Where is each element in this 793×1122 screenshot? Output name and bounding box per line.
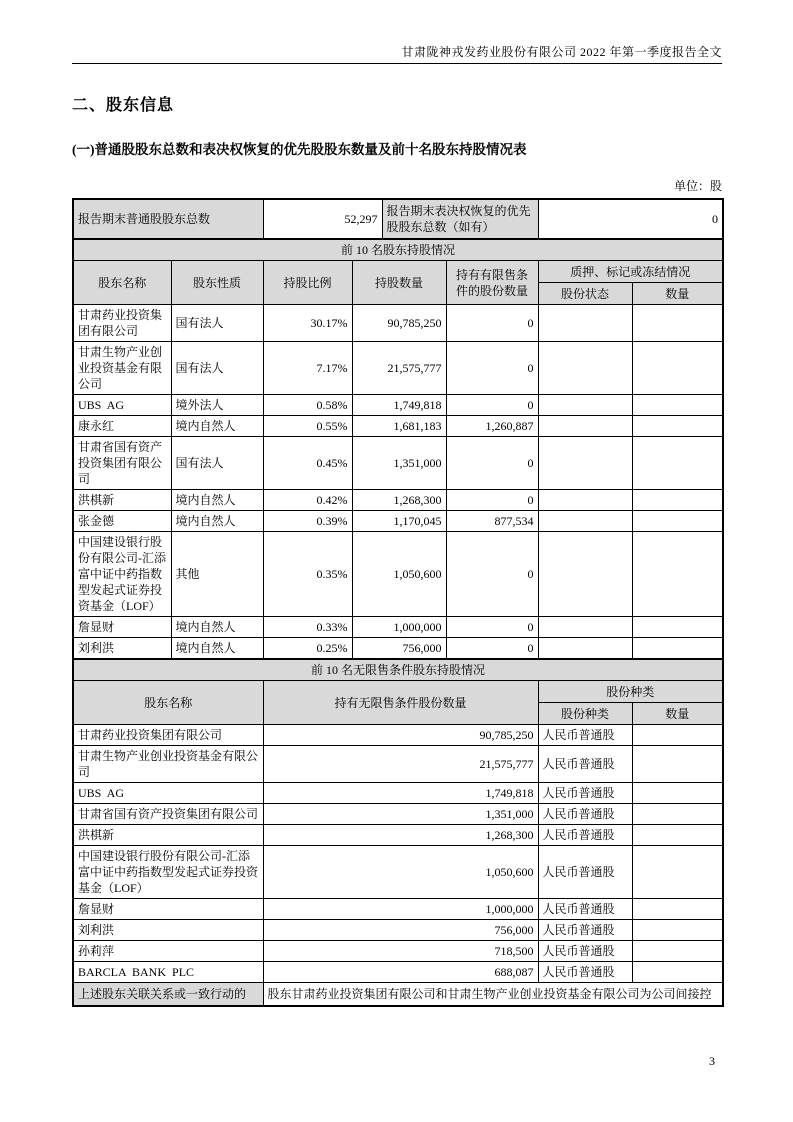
share-type-cell: 人民币普通股 <box>538 825 632 846</box>
unrestricted-shares-cell: 718,500 <box>263 941 538 962</box>
shares-held-cell: 21,575,777 <box>352 342 446 395</box>
unrestricted-shareholder-row <box>73 804 723 825</box>
shares-held-cell: 756,000 <box>352 638 446 660</box>
shares-held-cell: 90,785,250 <box>352 305 446 342</box>
shareholder-nature-cell: 境内自然人 <box>171 490 263 511</box>
note-label: 上述股东关联关系或一致行动的 <box>73 983 263 1006</box>
unrestricted-shareholder-row <box>73 941 723 962</box>
pledge-qty-cell <box>632 437 723 490</box>
header-share-qty: 数量 <box>632 703 723 725</box>
subsection-title: (一)普通股股东总数和表决权恢复的优先股股东数量及前十名股东持股情况表 <box>72 142 527 157</box>
shares-held-cell: 1,681,183 <box>352 416 446 437</box>
shareholder-row <box>73 490 723 511</box>
share-qty-cell <box>632 941 723 962</box>
unrestricted-name-cell: 中国建设银行股份有限公司-汇添富中证中药指数型发起式证券投资基金（LOF） <box>73 846 263 899</box>
unrestricted-shares-cell: 1,000,000 <box>263 899 538 920</box>
shareholder-name-cell: 詹显财 <box>73 617 171 638</box>
note-value: 股东甘肃药业投资集团有限公司和甘肃生物产业创业投资基金有限公司为公司间接控 <box>263 983 723 1006</box>
unrestricted-shareholder-row <box>73 746 723 783</box>
shareholder-nature-cell: 国有法人 <box>171 305 263 342</box>
pledge-qty-cell <box>632 490 723 511</box>
unrestricted-name-cell: 甘肃生物产业创业投资基金有限公司 <box>73 746 263 783</box>
shareholding-ratio-cell: 0.25% <box>263 638 352 660</box>
shareholder-row <box>73 437 723 490</box>
header-pledge-qty: 数量 <box>632 283 723 305</box>
note-row <box>73 983 723 1006</box>
shareholder-row <box>73 305 723 342</box>
header-shareholding-ratio: 持股比例 <box>263 261 352 305</box>
header-share-type: 股份种类 <box>538 703 632 725</box>
top10-section-title: 前 10 名股东持股情况 <box>73 239 723 261</box>
header-unrestricted-shares: 持有无限售条件股份数量 <box>263 681 538 725</box>
pledge-qty-cell <box>632 305 723 342</box>
restricted-shares-cell: 0 <box>446 617 538 638</box>
pledge-qty-cell <box>632 416 723 437</box>
pledge-qty-cell <box>632 617 723 638</box>
summary-row <box>73 199 723 239</box>
restricted-shares-cell: 0 <box>446 437 538 490</box>
unit-label: 单位：股 <box>673 179 722 193</box>
header-divider <box>72 63 722 64</box>
common-shareholders-label: 报告期末普通股股东总数 <box>73 199 263 239</box>
share-qty-cell <box>632 846 723 899</box>
section-title: 二、股东信息 <box>72 97 175 114</box>
shareholder-row <box>73 511 723 532</box>
restricted-shares-cell: 0 <box>446 305 538 342</box>
share-qty-cell <box>632 962 723 983</box>
pledge-status-cell <box>538 342 632 395</box>
unrestricted-shareholder-row <box>73 825 723 846</box>
share-type-cell: 人民币普通股 <box>538 725 632 746</box>
preferred-shareholders-value: 0 <box>538 199 723 239</box>
share-type-cell: 人民币普通股 <box>538 941 632 962</box>
shareholder-nature-cell: 境内自然人 <box>171 511 263 532</box>
restricted-shares-cell: 0 <box>446 638 538 660</box>
restricted-shares-cell: 0 <box>446 490 538 511</box>
pledge-qty-cell <box>632 395 723 416</box>
shareholder-name-cell: 甘肃药业投资集团有限公司 <box>73 305 171 342</box>
shareholder-name-cell: 康永红 <box>73 416 171 437</box>
shareholder-row <box>73 416 723 437</box>
preferred-shareholders-label: 报告期末表决权恢复的优先股股东总数（如有） <box>382 199 538 239</box>
restricted-shares-cell: 0 <box>446 342 538 395</box>
pledge-status-cell <box>538 416 632 437</box>
shareholding-ratio-cell: 0.55% <box>263 416 352 437</box>
unrestricted-name-cell: 甘肃药业投资集团有限公司 <box>73 725 263 746</box>
share-type-cell: 人民币普通股 <box>538 899 632 920</box>
share-type-cell: 人民币普通股 <box>538 962 632 983</box>
pledge-status-cell <box>538 511 632 532</box>
unrestricted-name-cell: 洪棋新 <box>73 825 263 846</box>
shareholding-ratio-cell: 0.35% <box>263 532 352 617</box>
shareholder-name-cell: 中国建设银行股份有限公司-汇添富中证中药指数型发起式证券投资基金（LOF） <box>73 532 171 617</box>
shareholder-name-cell: 甘肃生物产业创业投资基金有限公司 <box>73 342 171 395</box>
unrestricted-shares-cell: 90,785,250 <box>263 725 538 746</box>
unrestricted-shares-cell: 1,050,600 <box>263 846 538 899</box>
shareholder-row <box>73 638 723 660</box>
shares-held-cell: 1,050,600 <box>352 532 446 617</box>
restricted-shares-cell: 0 <box>446 395 538 416</box>
shareholding-ratio-cell: 0.39% <box>263 511 352 532</box>
shareholder-nature-cell: 其他 <box>171 532 263 617</box>
unrestricted-shares-cell: 21,575,777 <box>263 746 538 783</box>
shareholding-ratio-cell: 0.42% <box>263 490 352 511</box>
restricted-shares-cell: 877,534 <box>446 511 538 532</box>
share-qty-cell <box>632 725 723 746</box>
pledge-qty-cell <box>632 511 723 532</box>
shareholding-ratio-cell: 0.58% <box>263 395 352 416</box>
header-shareholder-nature: 股东性质 <box>171 261 263 305</box>
shareholder-row <box>73 532 723 617</box>
share-qty-cell <box>632 920 723 941</box>
unrestricted-shares-cell: 756,000 <box>263 920 538 941</box>
unrestricted-shares-cell: 1,351,000 <box>263 804 538 825</box>
unrestricted-shareholder-row <box>73 899 723 920</box>
share-type-cell: 人民币普通股 <box>538 804 632 825</box>
pledge-status-cell <box>538 638 632 660</box>
unrestricted-name-cell: 孙莉萍 <box>73 941 263 962</box>
share-type-cell: 人民币普通股 <box>538 920 632 941</box>
pledge-status-cell <box>538 395 632 416</box>
shareholder-nature-cell: 国有法人 <box>171 437 263 490</box>
shares-held-cell: 1,268,300 <box>352 490 446 511</box>
share-type-cell: 人民币普通股 <box>538 846 632 899</box>
shareholder-name-cell: UBS AG <box>73 395 171 416</box>
header-share-type-group: 股份种类 <box>538 681 723 703</box>
top10-section-row <box>73 239 723 261</box>
unrestricted-name-cell: 詹显财 <box>73 899 263 920</box>
pledge-status-cell <box>538 490 632 511</box>
shareholder-name-cell: 洪棋新 <box>73 490 171 511</box>
unrestricted-name-cell: 刘利洪 <box>73 920 263 941</box>
shareholder-name-cell: 刘利洪 <box>73 638 171 660</box>
unrestricted-header-row <box>73 681 723 703</box>
header-pledge-group: 质押、标记或冻结情况 <box>538 261 723 283</box>
shareholding-ratio-cell: 30.17% <box>263 305 352 342</box>
running-header: 甘肃陇神戎发药业股份有限公司 2022 年第一季度报告全文 <box>401 45 722 59</box>
pledge-qty-cell <box>632 342 723 395</box>
shares-held-cell: 1,749,818 <box>352 395 446 416</box>
shareholding-ratio-cell: 0.45% <box>263 437 352 490</box>
shareholder-row <box>73 617 723 638</box>
unrestricted-shares-cell: 1,268,300 <box>263 825 538 846</box>
share-qty-cell <box>632 783 723 804</box>
shareholders-table <box>72 198 724 1007</box>
unrestricted-section-row <box>73 659 723 681</box>
header-shareholder-name: 股东名称 <box>73 261 171 305</box>
unrestricted-name-cell: UBS AG <box>73 783 263 804</box>
unrestricted-shareholder-row <box>73 725 723 746</box>
shareholder-nature-cell: 国有法人 <box>171 342 263 395</box>
pledge-qty-cell <box>632 638 723 660</box>
header-unrestricted-name: 股东名称 <box>73 681 263 725</box>
share-type-cell: 人民币普通股 <box>538 746 632 783</box>
shares-held-cell: 1,000,000 <box>352 617 446 638</box>
pledge-status-cell <box>538 305 632 342</box>
header-shares-held: 持股数量 <box>352 261 446 305</box>
shareholding-ratio-cell: 0.33% <box>263 617 352 638</box>
page-number: 3 <box>709 1054 715 1068</box>
unrestricted-shareholder-row <box>73 962 723 983</box>
share-qty-cell <box>632 899 723 920</box>
header-restricted-shares: 持有有限售条件的股份数量 <box>446 261 538 305</box>
pledge-qty-cell <box>632 532 723 617</box>
unrestricted-shareholder-row <box>73 846 723 899</box>
shareholder-nature-cell: 境内自然人 <box>171 638 263 660</box>
shareholder-name-cell: 甘肃省国有资产投资集团有限公司 <box>73 437 171 490</box>
shareholder-nature-cell: 境内自然人 <box>171 617 263 638</box>
unrestricted-shareholder-row <box>73 920 723 941</box>
pledge-status-cell <box>538 532 632 617</box>
share-qty-cell <box>632 804 723 825</box>
unrestricted-name-cell: BARCLA BANK PLC <box>73 962 263 983</box>
shares-held-cell: 1,170,045 <box>352 511 446 532</box>
pledge-status-cell <box>538 617 632 638</box>
shareholder-row <box>73 395 723 416</box>
shareholder-row <box>73 342 723 395</box>
unrestricted-shareholder-row <box>73 783 723 804</box>
unrestricted-name-cell: 甘肃省国有资产投资集团有限公司 <box>73 804 263 825</box>
header-pledge-status: 股份状态 <box>538 283 632 305</box>
common-shareholders-value: 52,297 <box>263 199 382 239</box>
shareholding-ratio-cell: 7.17% <box>263 342 352 395</box>
unrestricted-section-title: 前 10 名无限售条件股东持股情况 <box>73 659 723 681</box>
restricted-shares-cell: 1,260,887 <box>446 416 538 437</box>
unrestricted-shares-cell: 688,087 <box>263 962 538 983</box>
shareholder-nature-cell: 境外法人 <box>171 395 263 416</box>
share-type-cell: 人民币普通股 <box>538 783 632 804</box>
unrestricted-shares-cell: 1,749,818 <box>263 783 538 804</box>
share-qty-cell <box>632 825 723 846</box>
shares-held-cell: 1,351,000 <box>352 437 446 490</box>
shareholder-name-cell: 张金德 <box>73 511 171 532</box>
top10-header-row <box>73 261 723 283</box>
restricted-shares-cell: 0 <box>446 532 538 617</box>
shareholder-nature-cell: 境内自然人 <box>171 416 263 437</box>
pledge-status-cell <box>538 437 632 490</box>
share-qty-cell <box>632 746 723 783</box>
